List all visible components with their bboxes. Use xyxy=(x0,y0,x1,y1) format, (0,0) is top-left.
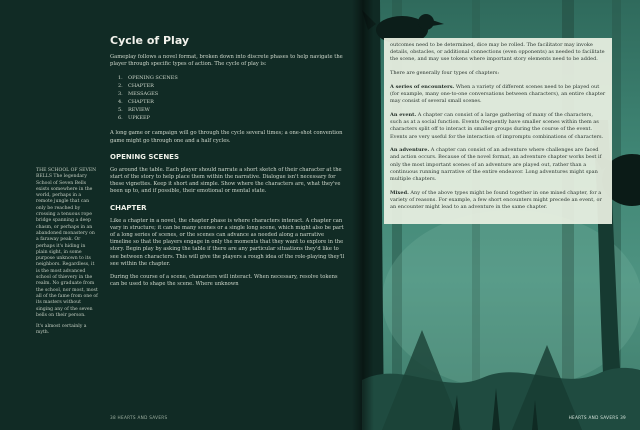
list-item: 4. CHAPTER xyxy=(118,99,154,106)
list-item: 1. OPENING SCENES xyxy=(118,75,178,82)
chapter-paragraph-1: Like a chapter in a novel, the chapter phase is where characters interact. A chapter can vary in structure; it can be many scenes or a single long scene, which might also be part of a long series of scenes, or the scenes can advance as needed along a narrative timeline so that the players engage in only the moments that they want to explore in the story. Begin play by asking the table if there are any particular situations they'd like to see between characters. This will give the players a rough idea of the role-playing they'll see within the chapter. xyxy=(110,217,345,267)
continuation-paragraph: outcomes need to be determined, dice may be rolled. The facilitator may invoke details, obstacles, or additional connections (even opponents) as needed to facilitate the scene, and may use tokens where important story elements need to be added. xyxy=(390,42,605,63)
opening-scenes-heading: OPENING SCENES xyxy=(110,152,180,161)
adventure-paragraph: An adventure. A chapter can consist of an adventure where challenges are faced and action occurs. Because of the novel format, an adventure chapter works best if only the most important scenes of an adventure are played out, rather than a continuous running narrative of the entire endeavor. Long adventures might span multiple chapters. xyxy=(390,147,602,183)
right-text-panel xyxy=(384,38,612,224)
chapter-paragraph-2: During the course of a scene, characters will interact. When necessary, resolve tokens can be used to shape the scene. Where unknown xyxy=(110,274,338,288)
list-item: 3. MESSAGES xyxy=(118,91,159,98)
left-page-footer: 38 HEARTS AND SAVERS xyxy=(110,415,168,420)
cycle-note-paragraph: A long game or campaign will go through the cycle several times; a one-shot convention game might go through one and a half cycles. xyxy=(110,130,343,144)
sidebar-note xyxy=(36,168,98,337)
opening-scenes-paragraph: Go around the table. Each player should narrate a short sketch of their character at the start of the story to help place them within the narrative. Dialogue isn't necessary for these vignettes. Keep it short and simple. Show where the characters are, what they've been up to, and if possible, their emotional or mental state. xyxy=(110,166,342,195)
list-item: 6. UPKEEP xyxy=(118,115,150,122)
chapter-types-intro: There are generally four types of chapters: xyxy=(390,70,500,77)
main-column xyxy=(110,34,346,294)
page-title: Cycle of Play xyxy=(110,34,190,47)
list-item: 2. CHAPTER xyxy=(118,83,154,90)
mixed-paragraph: Mixed. Any of the above types might be found together in one mixed chapter, for a variety of reasons. For example, a few short encounters might precede an event, or an encounter might lead to an adventure in the same chapter. xyxy=(390,189,602,211)
intro-paragraph: Gameplay follows a novel format, broken down into discrete phases to help navigate the player through specific types of action. The cycle of play is: xyxy=(110,54,343,68)
event-paragraph: An event. A chapter can consist of a large gathering of many of the characters, such as at a social function. Events frequently have smaller scenes within them as characters split off to interact in smaller groups during the course of the event. Events are very useful for the interaction of impromptu combinations of characters. xyxy=(390,111,604,140)
list-item: 5. REVIEW xyxy=(118,107,150,114)
chapter-heading: CHAPTER xyxy=(110,203,147,212)
right-page-footer: HEARTS AND SAVERS 39 xyxy=(568,415,626,420)
right-page xyxy=(362,0,640,430)
body-text xyxy=(110,54,346,68)
encounters-paragraph: A series of encounters. When a variety of different scenes need to be played out (for example, many one-to-one conversations between characters), an entire chapter may consist of several small scenes. xyxy=(390,83,606,105)
cycle-steps-list xyxy=(118,74,346,122)
sidebar-closing: It's almost certainly a myth. xyxy=(36,324,87,336)
sidebar-text: THE SCHOOL OF SEVEN BELLS The legendary School of Seven Bells exists somewhere in the world, perhaps in a remote jungle that can only be reached by crossing a tenuous rope bridge spanning a deep chasm, or perhaps in an abandoned monastery on a faraway peak. Or perhaps it's hiding in plain sight, in some purpose unknown to its neighbors. Regardless, it is the most advanced school of thievery in the realm. No graduate from the school, nor most, most all of the fame from one of its masters without singing any of the seven bells on their person. xyxy=(36,168,98,318)
